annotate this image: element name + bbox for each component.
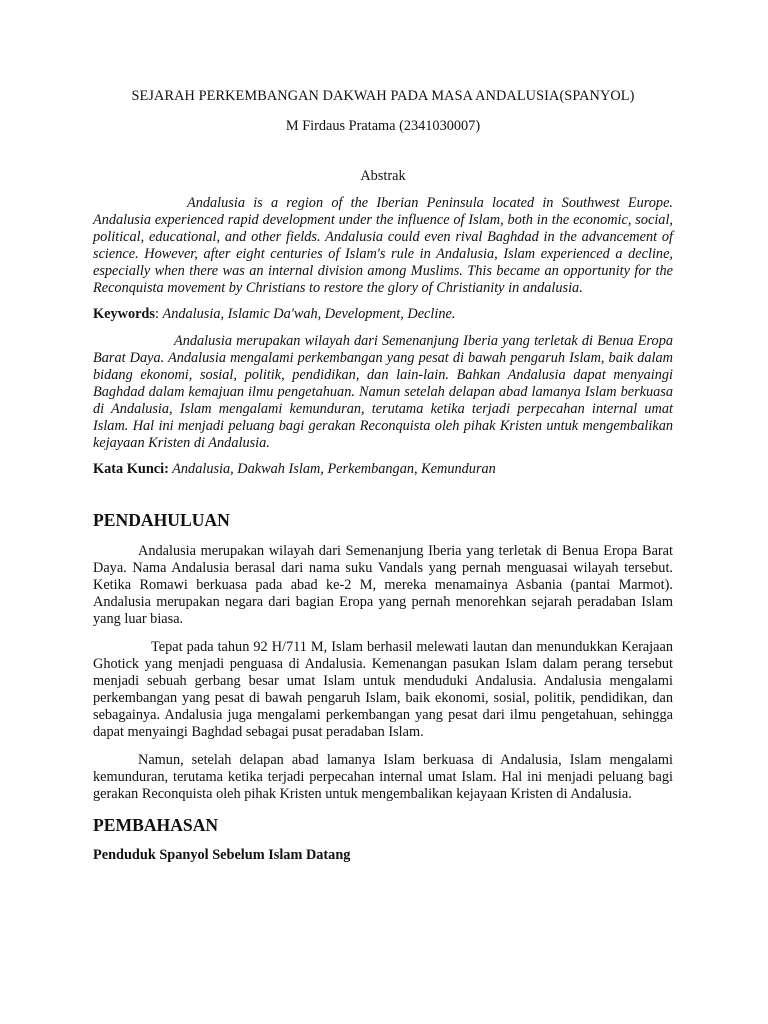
section-heading-pendahuluan: PENDAHULUAN <box>93 510 230 530</box>
kata-kunci-line <box>93 461 673 478</box>
keywords-line <box>93 306 673 323</box>
author-line: M Firdaus Pratama (2341030007) <box>285 118 481 134</box>
kata-kunci-value: Andalusia, Dakwah Islam, Perkembangan, Kemunduran <box>168 461 496 477</box>
document-title: SEJARAH PERKEMBANGAN DAKWAH PADA MASA ANDALUSIA(SPANYOL) <box>131 88 635 104</box>
abstract-english: Andalusia is a region of the Iberian Peninsula located in Southwest Europe. Andalusia experienced rapid development under the influence of Islam, both in the economic, social, political, educational, and other fields. Andalusia could even rival Baghdad in the advancement of science. However, after eight centuries of Islam's rule in Andalusia, Islam experienced a decline, especially when there was an internal division among Muslims. This became an opportunity for the Reconquista movement by Christians to restore the glory of Christianity in andalusia. <box>93 195 673 296</box>
document-page <box>93 88 673 864</box>
keywords-separator: : <box>154 306 163 322</box>
section-heading-pembahasan: PEMBAHASAN <box>93 815 219 835</box>
keywords-label: Keywords <box>93 306 155 322</box>
keywords-value: Andalusia, Islamic Da'wah, Development, Decline. <box>162 306 456 322</box>
pendahuluan-paragraph-2: Tepat pada tahun 92 H/711 M, Islam berhasil melewati lautan dan menundukkan Kerajaan Ghotick yang menjadi penguasa di Andalusia. Kemenangan pasukan Islam dalam perang tersebut menjadi sebuah gerbang besar umat Islam untuk menduduki Andalusia. Andalusia mengalami perkembangan yang pesat di bawah pengaruh Islam, baik ekonomi, sosial, politik, pendidikan, dan sebagainya. Andalusia juga mengalami perkembangan yang pesat dari ilmu pengetahuan, sehingga dapat menyaingi Baghdad sebagai pusat peradaban Islam. <box>93 639 673 740</box>
pendahuluan-paragraph-3: Namun, setelah delapan abad lamanya Islam berkuasa di Andalusia, Islam mengalami kemunduran, terutama ketika terjadi perpecahan internal umat Islam. Hal ini menjadi peluang bagi gerakan Reconquista oleh pihak Kristen untuk mengembalikan kejayaan Kristen di Andalusia. <box>93 752 673 802</box>
kata-kunci-label: Kata Kunci: <box>93 461 169 477</box>
subsection-heading: Penduduk Spanyol Sebelum Islam Datang <box>93 847 351 863</box>
abstract-indonesian: Andalusia merupakan wilayah dari Semenanjung Iberia yang terletak di Benua Eropa Barat Daya. Andalusia mengalami perkembangan yang pesat di bawah pengaruh Islam, baik dalam bidang ekonomi, sosial, politik, pendidikan, dan lain-lain. Bahkan Andalusia dapat menyaingi Baghdad dalam kemajuan ilmu pengetahuan. Namun setelah delapan abad lamanya Islam berkuasa di Andalusia, Islam mengalami kemunduran, terutama ketika terjadi perpecahan internal umat Islam. Hal ini menjadi peluang bagi gerakan Reconquista oleh pihak Kristen untuk mengembalikan kejayaan Kristen di Andalusia. <box>93 333 673 451</box>
pendahuluan-paragraph-1: Andalusia merupakan wilayah dari Semenanjung Iberia yang terletak di Benua Eropa Barat Daya. Nama Andalusia berasal dari nama suku Vandals yang pernah menguasai wilayah tersebut. Ketika Romawi berkuasa pada abad ke-2 M, mereka menamainya Asbania (pantai Marmot). Andalusia merupakan negara dari bagian Eropa yang pernah menorehkan sejarah peradaban Islam yang luar biasa. <box>93 543 673 627</box>
abstract-heading: Abstrak <box>360 168 406 184</box>
